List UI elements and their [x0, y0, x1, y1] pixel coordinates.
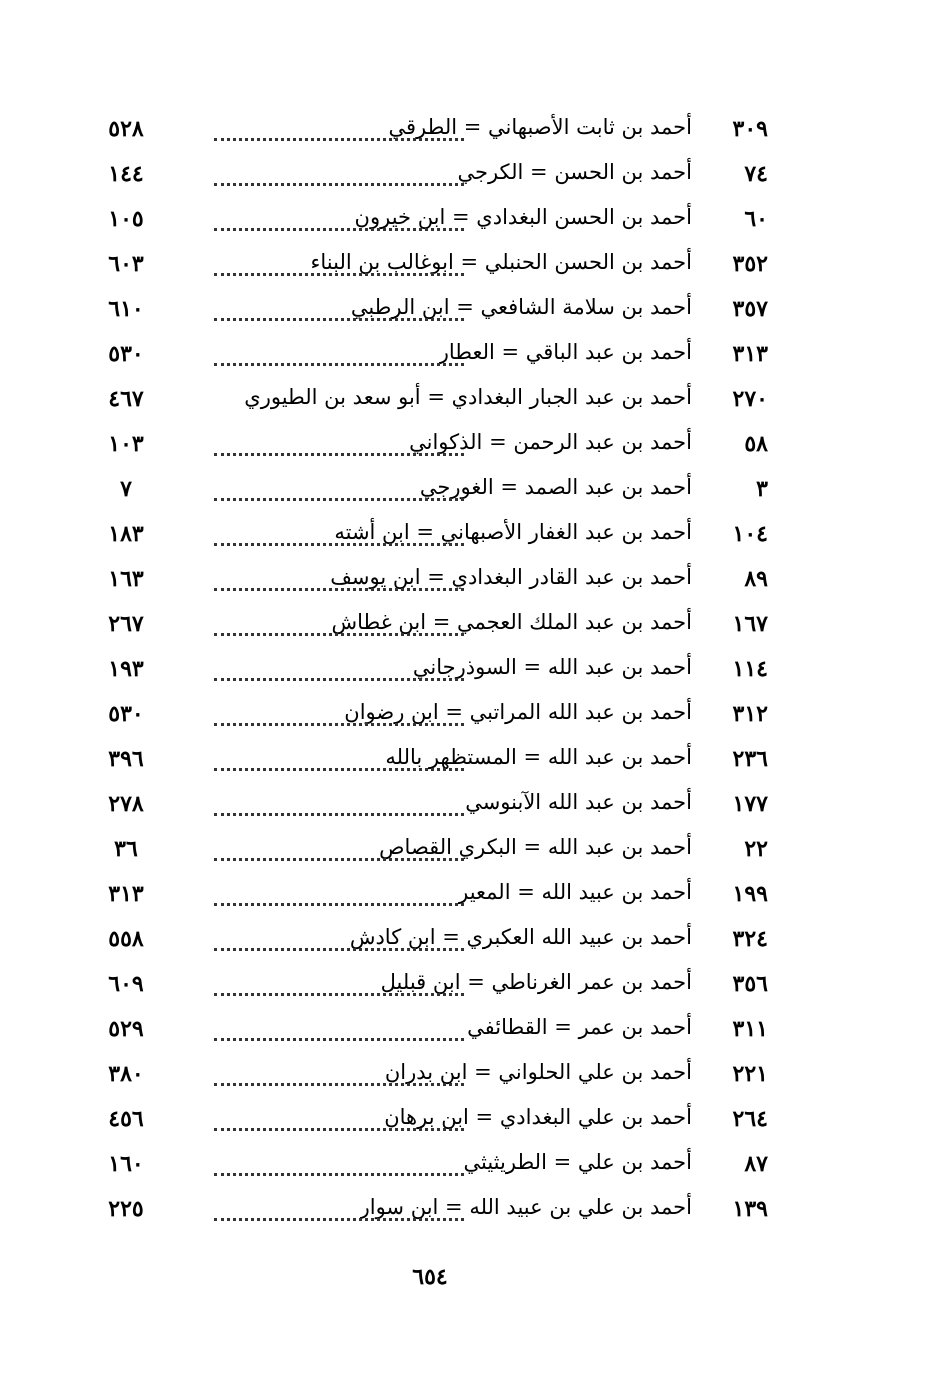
index-entry	[96, 961, 776, 1006]
entry-number: ٣١١	[732, 1016, 768, 1042]
entry-name: أحمد بن سلامة الشافعي = ابن الرطبي	[350, 295, 692, 319]
dot-leader	[214, 873, 464, 906]
entry-number: ٥٨	[744, 431, 768, 457]
entry-page: ١٠٥	[108, 206, 144, 232]
entry-number: ١٧٧	[732, 791, 768, 817]
entry-name: أحمد بن عمر الغرناطي = ابن قبليل	[380, 970, 692, 994]
entry-page: ٥٣٠	[108, 341, 144, 367]
entry-page: ٦٠٣	[108, 251, 144, 277]
index-entry	[96, 736, 776, 781]
entry-name: أحمد بن ثابت الأصبهاني = الطرقي	[388, 115, 692, 139]
entry-page: ١٦٣	[108, 566, 144, 592]
entry-name: أحمد بن عبد الرحمن = الذكواني	[409, 430, 692, 454]
dot-leader	[214, 1188, 464, 1221]
entry-number: ٢٣٦	[732, 746, 768, 772]
entry-page: ٤٦٧	[108, 386, 144, 412]
entry-name: أحمد بن عبد القادر البغدادي = ابن يوسف	[330, 565, 692, 589]
entry-page: ٧	[120, 476, 132, 502]
entry-name: أحمد بن عبد الجبار البغدادي = أبو سعد بن الطيوري	[244, 385, 692, 409]
dot-leader	[214, 513, 464, 546]
dot-leader	[214, 738, 464, 771]
entry-number: ٢٧٠	[732, 386, 768, 412]
entry-page: ١٩٣	[108, 656, 144, 682]
dot-leader	[214, 423, 464, 456]
entry-number: ٣١٢	[732, 701, 768, 727]
entry-page: ٢٢٥	[108, 1196, 144, 1222]
entry-number: ٨٧	[744, 1151, 768, 1177]
page-number: ٦٥٤	[412, 1264, 448, 1290]
dot-leader	[214, 648, 464, 681]
index-entry	[96, 466, 776, 511]
entry-number: ١٩٩	[732, 881, 768, 907]
entry-page: ٣٩٦	[108, 746, 144, 772]
entry-page: ١٤٤	[108, 161, 144, 187]
entry-number: ٢٦٤	[732, 1106, 768, 1132]
name-index-list	[96, 106, 776, 1231]
entry-page: ٢٦٧	[108, 611, 144, 637]
entry-page: ٣٨٠	[108, 1061, 144, 1087]
entry-number: ٣٠٩	[732, 116, 768, 142]
entry-page: ٣١٣	[108, 881, 144, 907]
entry-name: أحمد بن عبد الصمد = الغورجي	[419, 475, 692, 499]
entry-name: أحمد بن علي الحلواني = ابن بدران	[384, 1060, 692, 1084]
entry-page: ٣٦	[114, 836, 138, 862]
index-entry	[96, 1141, 776, 1186]
entry-name: أحمد بن عبد الغفار الأصبهاني = ابن أشته	[334, 520, 692, 544]
entry-page: ٥٥٨	[108, 926, 144, 952]
entry-page: ٦١٠	[108, 296, 144, 322]
dot-leader	[214, 198, 464, 231]
entry-number: ٣٥٧	[732, 296, 768, 322]
entry-number: ١٠٤	[732, 521, 768, 547]
entry-page: ٥٢٩	[108, 1016, 144, 1042]
entry-page: ٦٠٩	[108, 971, 144, 997]
entry-number: ١٣٩	[732, 1196, 768, 1222]
entry-number: ٣٥٢	[732, 251, 768, 277]
entry-name: أحمد بن علي بن عبيد الله = ابن سوار	[359, 1195, 692, 1219]
entry-page: ١٦٠	[108, 1151, 144, 1177]
entry-name: أحمد بن عبد الله الآبنوسي	[465, 790, 692, 814]
entry-page: ١٨٣	[108, 521, 144, 547]
entry-number: ٦٠	[744, 206, 768, 232]
dot-leader	[214, 1053, 464, 1086]
dot-leader	[214, 963, 464, 996]
entry-page: ٤٥٦	[108, 1106, 144, 1132]
entry-page: ٢٧٨	[108, 791, 144, 817]
index-entry	[96, 241, 776, 286]
dot-leader	[214, 243, 464, 276]
dot-leader	[214, 333, 464, 366]
entry-name: أحمد بن علي = الطريثيثي	[463, 1150, 692, 1174]
dot-leader	[214, 108, 464, 141]
entry-name: أحمد بن عمر = القطائفي	[467, 1015, 692, 1039]
entry-number: ١٦٧	[732, 611, 768, 637]
dot-leader	[214, 1143, 464, 1176]
index-entry	[96, 106, 776, 151]
entry-name: أحمد بن عبد الله المراتبي = ابن رضوان	[344, 700, 692, 724]
dot-leader	[214, 783, 464, 816]
dot-leader	[214, 1098, 464, 1131]
dot-leader	[214, 558, 464, 591]
entry-name: أحمد بن الحسن الحنبلي = ابوغالب بن البناء	[310, 250, 692, 274]
entry-number: ٣٥٦	[732, 971, 768, 997]
entry-number: ٣	[756, 476, 768, 502]
index-entry	[96, 151, 776, 196]
entry-name: أحمد بن علي البغدادي = ابن برهان	[384, 1105, 692, 1129]
entry-name: أحمد بن عبد الله = البكري القصاص	[379, 835, 692, 859]
entry-page: ١٠٣	[108, 431, 144, 457]
dot-leader	[214, 918, 464, 951]
index-entry	[96, 691, 776, 736]
entry-name: أحمد بن عبيد الله = المعير	[458, 880, 692, 904]
entry-number: ٢٢١	[732, 1061, 768, 1087]
entry-number: ٧٤	[744, 161, 768, 187]
index-entry	[96, 601, 776, 646]
entry-number: ١١٤	[732, 656, 768, 682]
index-entry	[96, 646, 776, 691]
dot-leader	[214, 693, 464, 726]
index-entry	[96, 331, 776, 376]
dot-leader	[214, 1008, 464, 1041]
index-entry	[96, 286, 776, 331]
index-entry	[96, 421, 776, 466]
entry-name: أحمد بن عبد الملك العجمي = ابن غطاش	[331, 610, 692, 634]
dot-leader	[214, 153, 464, 186]
index-entry	[96, 196, 776, 241]
entry-name: أحمد بن عبيد الله العكبري = ابن كادش	[349, 925, 692, 949]
index-entry	[96, 376, 776, 421]
dot-leader	[214, 603, 464, 636]
index-entry	[96, 826, 776, 871]
entry-page: ٥٣٠	[108, 701, 144, 727]
index-entry	[96, 511, 776, 556]
dot-leader	[214, 468, 464, 501]
index-entry	[96, 556, 776, 601]
entry-number: ٢٢	[744, 836, 768, 862]
index-entry	[96, 1096, 776, 1141]
entry-name: أحمد بن عبد الله = المستظهر بالله	[385, 745, 692, 769]
index-entry	[96, 1051, 776, 1096]
entry-name: أحمد بن عبد الباقي = العطار	[438, 340, 692, 364]
entry-number: ٣٢٤	[732, 926, 768, 952]
entry-name: أحمد بن الحسن = الكرجي	[457, 160, 692, 184]
entry-name: أحمد بن عبد الله = السوذرجاني	[412, 655, 692, 679]
index-entry	[96, 781, 776, 826]
index-entry	[96, 1006, 776, 1051]
entry-number: ٣١٣	[732, 341, 768, 367]
dot-leader	[214, 828, 464, 861]
entry-page: ٥٢٨	[108, 116, 144, 142]
index-entry	[96, 871, 776, 916]
index-entry	[96, 1186, 776, 1231]
entry-name: أحمد بن الحسن البغدادي = ابن خيرون	[354, 205, 692, 229]
entry-number: ٨٩	[744, 566, 768, 592]
index-entry	[96, 916, 776, 961]
dot-leader	[214, 288, 464, 321]
